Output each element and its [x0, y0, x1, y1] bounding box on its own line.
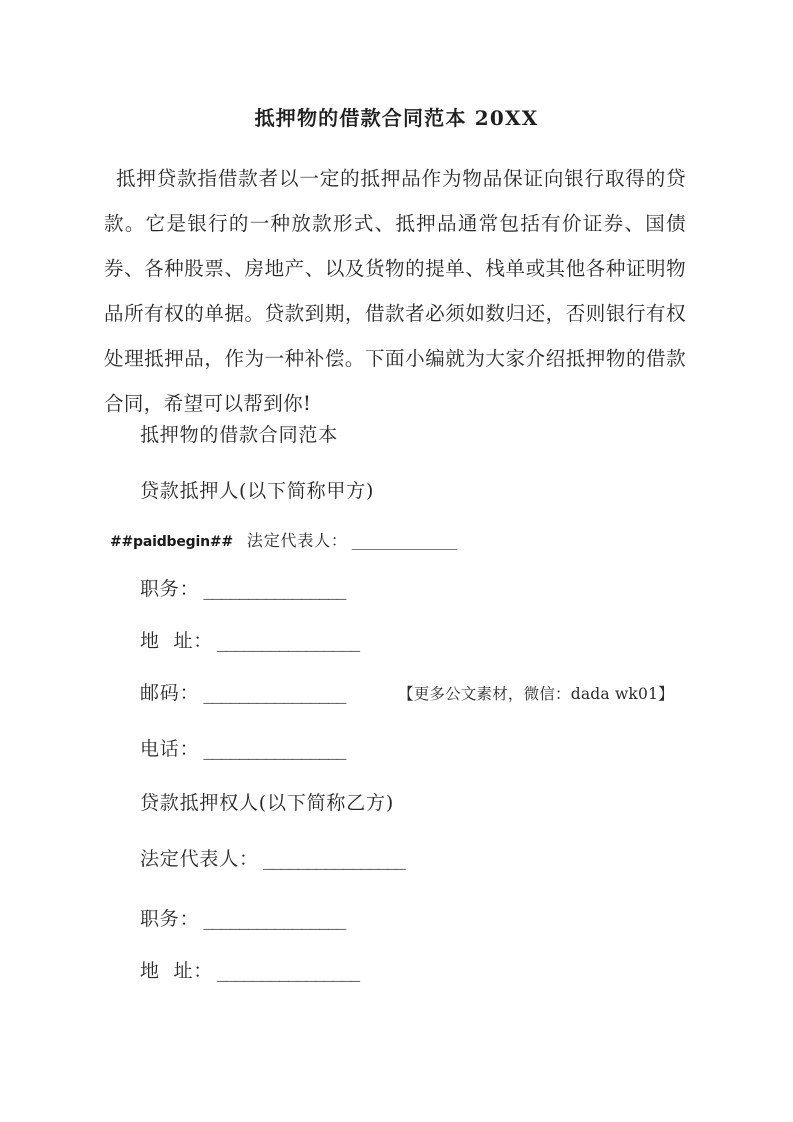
field-row-phone-a — [140, 734, 346, 761]
field-label-legal-rep-b: 法定代表人： — [140, 848, 259, 870]
field-rule-legal-rep-b[interactable]: ________________ — [262, 848, 406, 870]
paid-marker-row — [110, 528, 457, 551]
field-row-position-a — [140, 574, 346, 601]
section-heading-party-a: 贷款抵押人(以下简称甲方) — [140, 480, 375, 502]
field-rule-position-b[interactable]: ________________ — [203, 908, 346, 930]
field-label-position-a: 职务： — [140, 578, 200, 600]
field-row-position-b — [140, 904, 346, 931]
field-row-postcode-a — [140, 678, 346, 705]
field-label-phone-a: 电话： — [140, 738, 200, 760]
field-rule-postcode-a[interactable]: ________________ — [203, 682, 346, 704]
field-rule-phone-a[interactable]: ________________ — [203, 738, 346, 760]
field-row-legal-rep-b — [140, 844, 405, 871]
field-label-address-a: 地 址： — [140, 630, 214, 652]
field-rule-legal-rep-a[interactable]: ______________ — [351, 531, 457, 550]
field-label-address-b: 地 址： — [140, 960, 214, 982]
section-heading-party-b: 贷款抵押权人(以下简称乙方) — [140, 792, 395, 814]
section-heading-sample: 抵押物的借款合同范本 — [140, 424, 339, 446]
field-rule-address-a[interactable]: ________________ — [217, 630, 360, 652]
field-row-address-b — [140, 956, 360, 983]
field-rule-address-b[interactable]: ________________ — [217, 960, 360, 982]
field-rule-position-a[interactable]: ________________ — [203, 578, 346, 600]
intro-paragraph: 抵押贷款指借款者以一定的抵押品作为物品保证向银行取得的贷款。它是银行的一种放款形式、抵押品通常包括有价证券、国债券、各种股票、房地产、以及货物的提单、栈单或其他各种证明物品所有权的单据。贷款到期，借款者必须如数归还，否则银行有权处理抵押品，作为一种补偿。下面小编就为大家介绍抵押物的借款合同，希望可以帮到你! — [104, 167, 686, 415]
paid-begin-marker: ##paidbegin## — [110, 534, 233, 550]
field-label-postcode-a: 邮码： — [140, 682, 200, 704]
page-title: 抵押物的借款合同范本 20XX — [254, 106, 539, 130]
field-row-address-a — [140, 626, 360, 653]
field-label-position-b: 职务： — [140, 908, 200, 930]
field-label-legal-rep-a: 法定代表人： — [246, 531, 348, 550]
promo-note: 【更多公文素材，微信：dada wk01】 — [398, 685, 674, 703]
